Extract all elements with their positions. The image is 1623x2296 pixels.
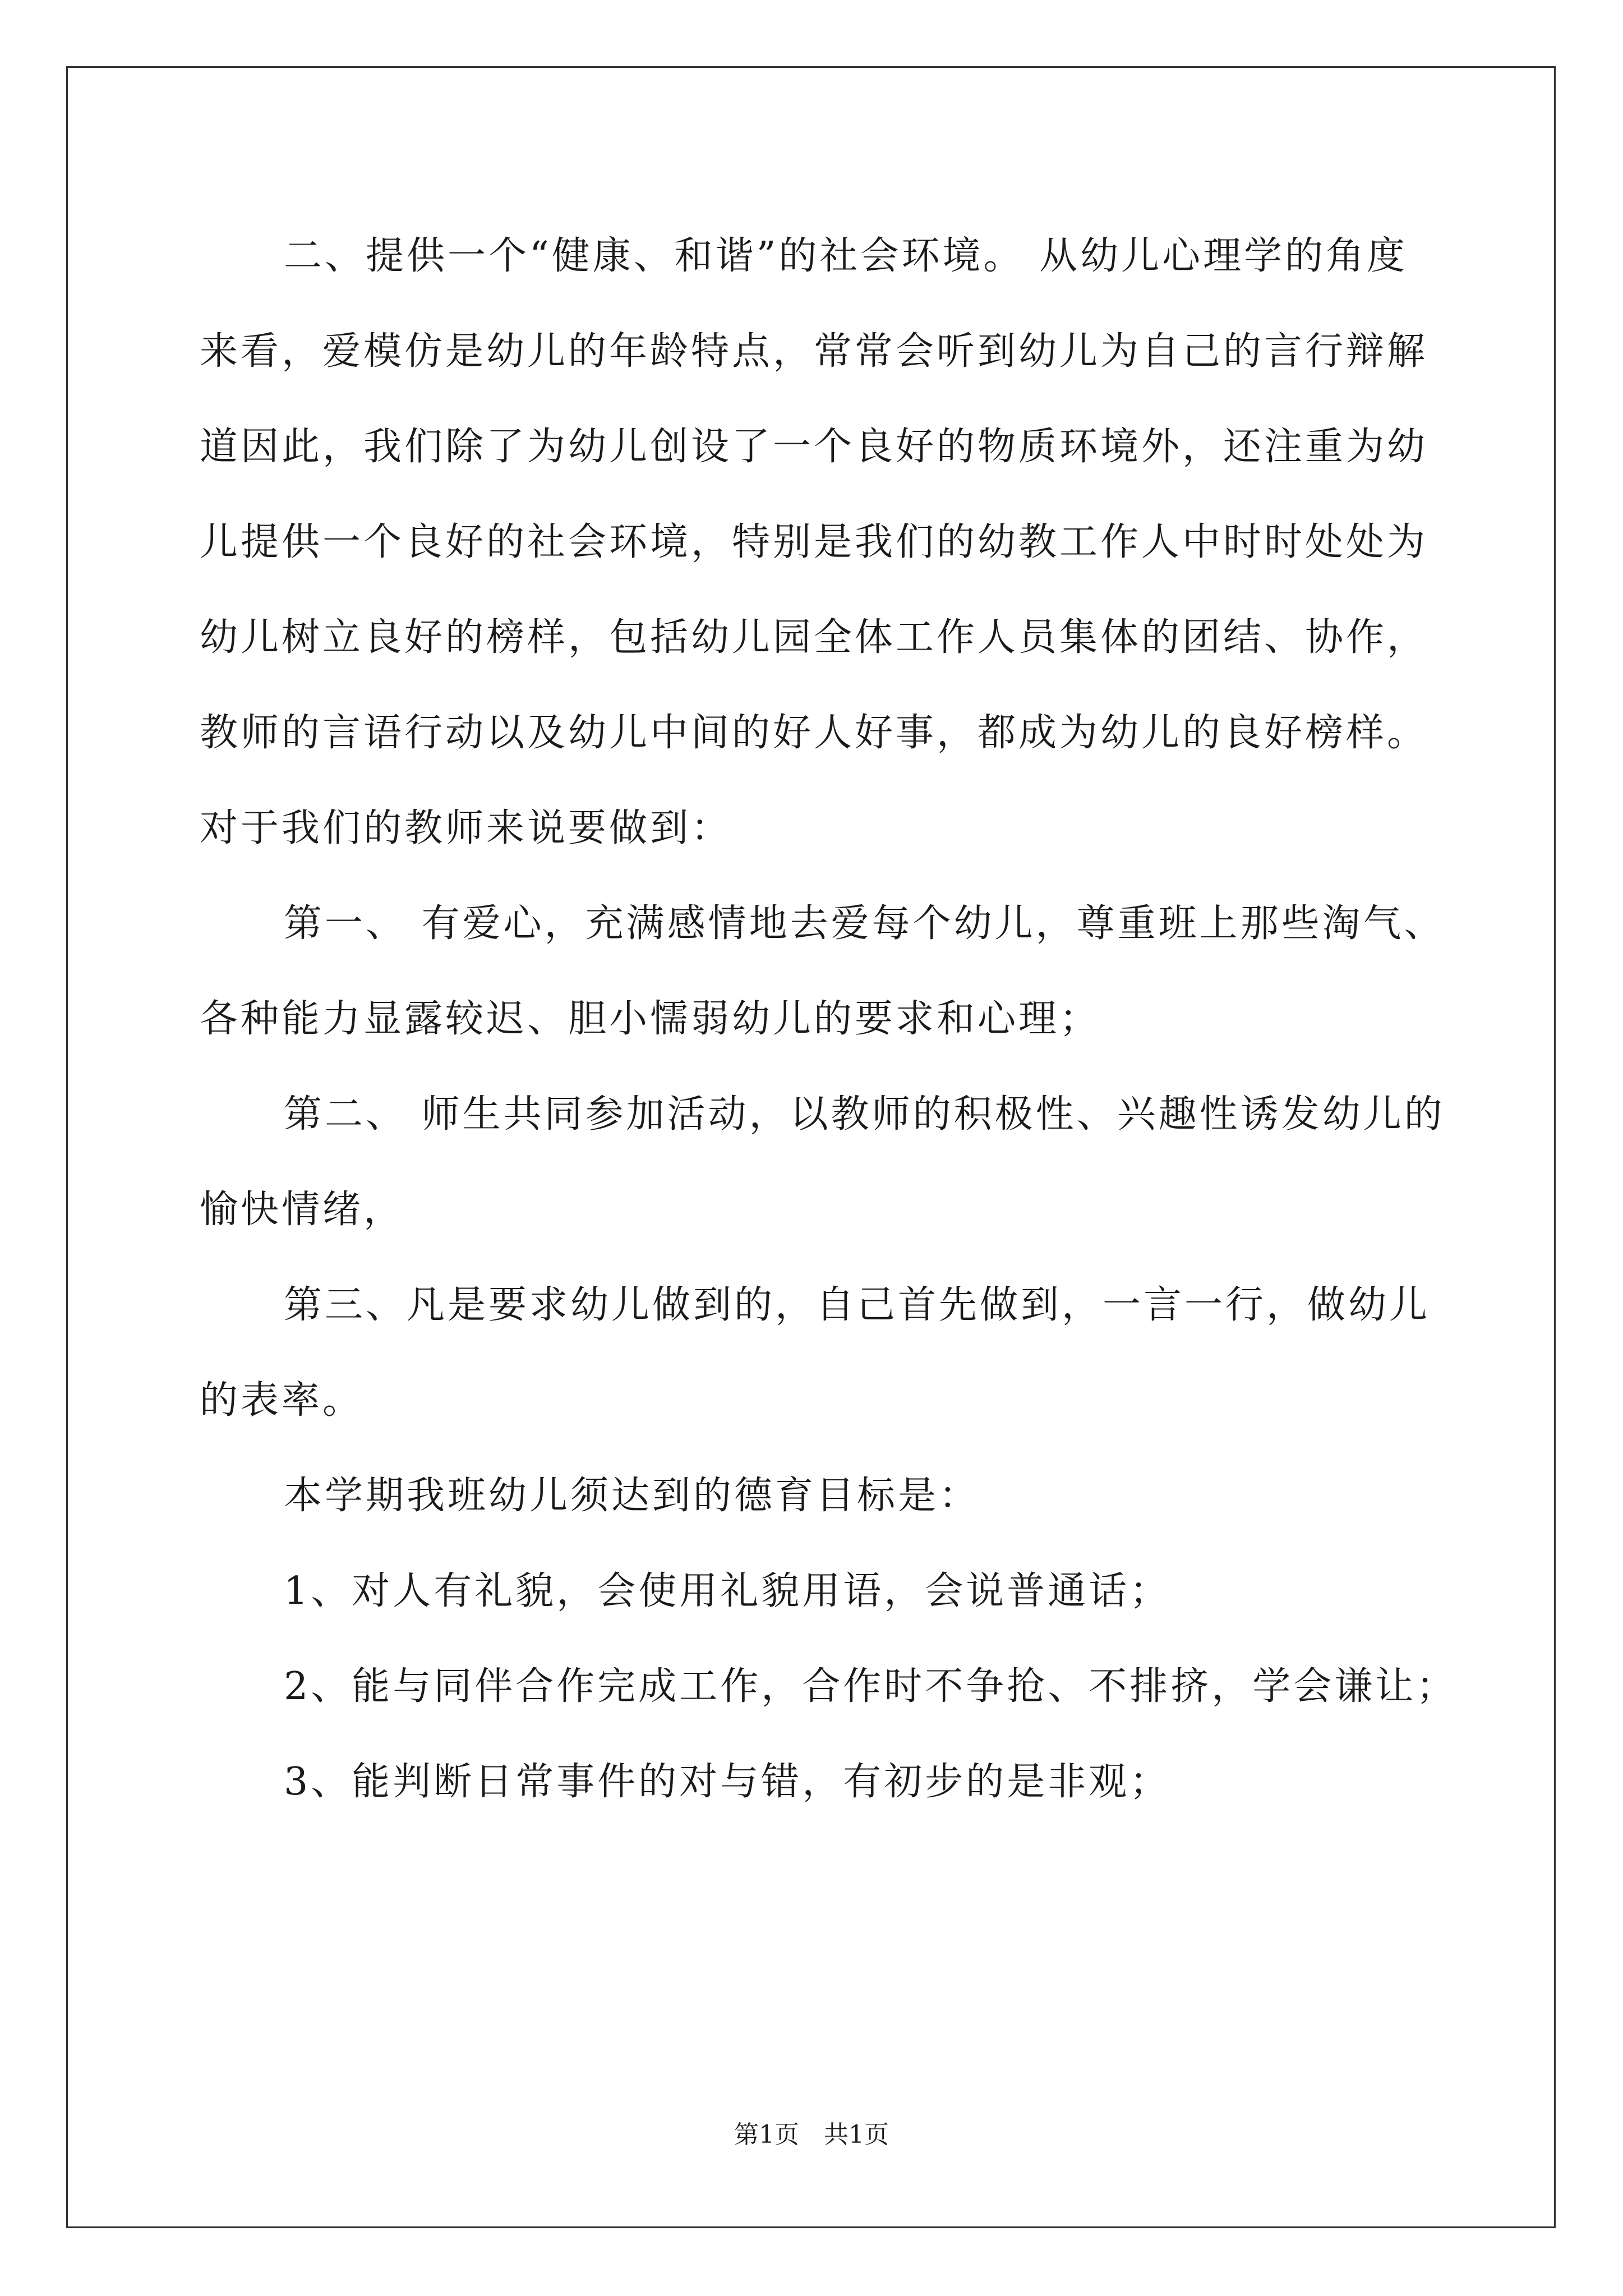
page-footer xyxy=(0,2118,1623,2152)
document-body xyxy=(200,209,1458,1830)
paragraph-line-11: 愉快情绪， xyxy=(200,1188,405,1232)
paragraph-line-10: 第二、 师生共同参加活动，以教师的积极性、兴趣性诱发幼儿的 xyxy=(284,1092,1445,1137)
paragraph-line-8: 第一、 有爱心，充满感情地去爱每个幼儿，尊重班上那些淘气、 xyxy=(284,901,1445,946)
paragraph-line-2: 来看，爱模仿是幼儿的年龄特点，常常会听到幼儿为自己的言行辩解 xyxy=(200,329,1428,374)
list-item-3: 3、能判断日常事件的对与错，有初步的是非观； xyxy=(284,1760,1171,1804)
paragraph-line-1: 二、提供一个“健康、和谐”的社会环境。 从幼儿心理学的角度 xyxy=(284,234,1408,278)
paragraph-line-7: 对于我们的教师来说要做到： xyxy=(200,806,732,850)
paragraph-line-5: 幼儿树立良好的榜样，包括幼儿园全体工作人员集体的团结、协作， xyxy=(200,615,1428,660)
page-number-total: 共1页 xyxy=(824,2120,889,2149)
paragraph-line-13: 的表率。 xyxy=(200,1378,364,1423)
page-number-current: 第1页 xyxy=(734,2120,799,2149)
paragraph-line-4: 儿提供一个良好的社会环境，特别是我们的幼教工作人中时时处处为 xyxy=(200,520,1428,564)
paragraph-line-9: 各种能力显露较迟、胆小懦弱幼儿的要求和心理； xyxy=(200,997,1101,1041)
list-item-1: 1、对人有礼貌，会使用礼貌用语，会说普通话； xyxy=(284,1569,1171,1613)
paragraph-line-14: 本学期我班幼儿须达到的德育目标是： xyxy=(284,1474,980,1518)
paragraph-line-3: 道因此，我们除了为幼儿创设了一个良好的物质环境外，还注重为幼 xyxy=(200,425,1428,469)
list-item-2: 2、能与同伴合作完成工作，合作时不争抢、不排挤，学会谦让； xyxy=(284,1664,1458,1709)
paragraph-line-6: 教师的言语行动以及幼儿中间的好人好事，都成为幼儿的良好榜样。 xyxy=(200,711,1428,755)
paragraph-line-12: 第三、凡是要求幼儿做到的，自己首先做到，一言一行，做幼儿 xyxy=(284,1283,1431,1327)
